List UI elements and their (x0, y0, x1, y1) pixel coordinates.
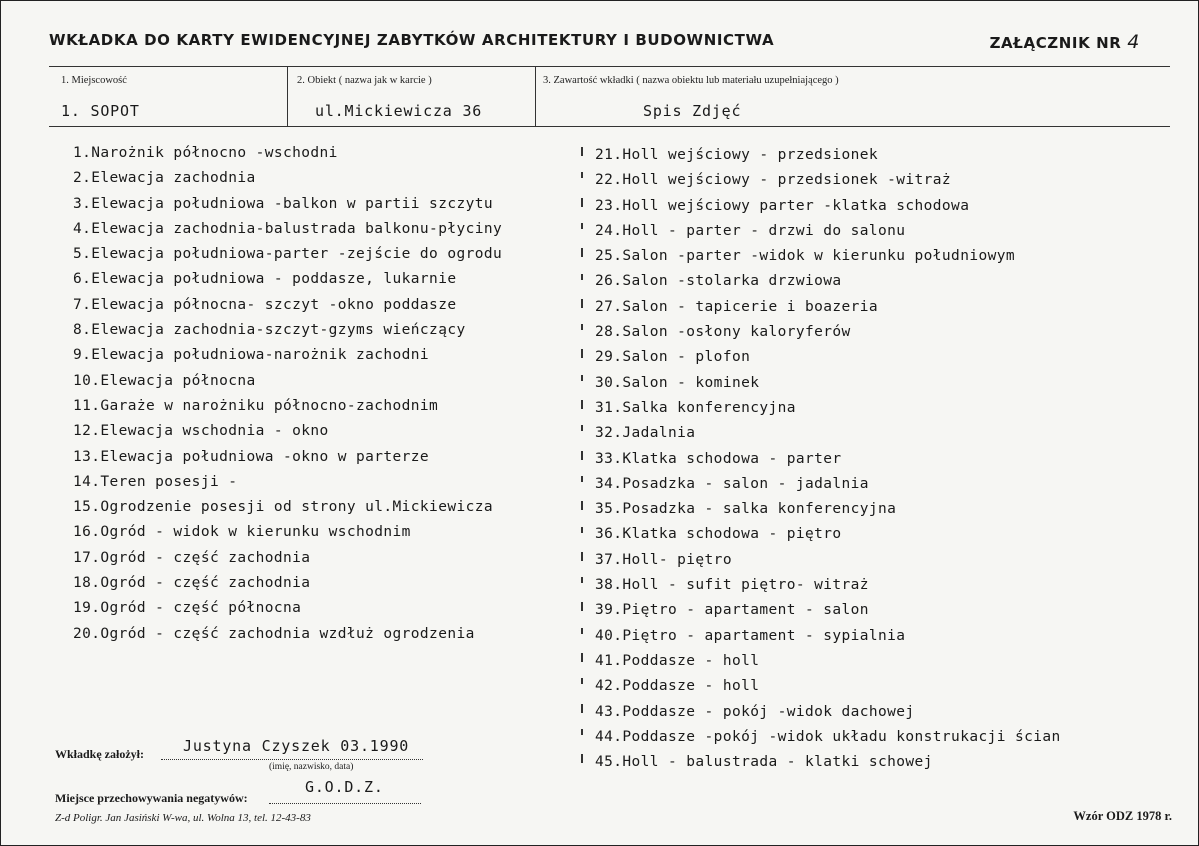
tick-mark (581, 577, 583, 583)
photo-list-right (595, 143, 1061, 775)
tick-mark (581, 375, 583, 381)
annex-number (990, 31, 1140, 53)
list-item: 26.Salon -stolarka drzwiowa (595, 273, 842, 290)
annex-label: ZAŁĄCZNIK NR (989, 34, 1122, 52)
tick-mark (581, 147, 583, 156)
list-item: 30.Salon - kominek (595, 374, 760, 391)
tick-mark (581, 223, 583, 229)
list-item: 12.Elewacja wschodnia - okno (73, 423, 329, 440)
field-row-bottom-rule (49, 126, 1170, 127)
annex-number-value: 4 (1127, 31, 1140, 53)
tick-mark (581, 476, 583, 482)
tick-mark (581, 172, 583, 178)
list-item: 44.Poddasze -pokój -widok układu konstrukacji ścian (595, 728, 1061, 745)
list-item: 1.Narożnik północno -wschodni (73, 145, 338, 161)
list-item: 29.Salon - plofon (595, 349, 751, 366)
list-item: 21.Holl wejściowy - przedsionek (595, 147, 879, 163)
list-item: 38.Holl - sufit piętro- witraż (595, 577, 869, 594)
list-item: 31.Salka konferencyjna (595, 399, 796, 416)
object-label: 2. Obiekt ( nazwa jak w karcie ) (297, 75, 432, 86)
list-item: 41.Poddasze - holl (595, 652, 760, 669)
tick-mark (581, 349, 583, 358)
list-item: 20.Ogród - część zachodnia wzdłuż ogrodzenia (73, 625, 475, 642)
form-id: Wzór ODZ 1978 r. (1073, 809, 1172, 823)
list-item: 9.Elewacja południowa-narożnik zachodni (73, 347, 430, 364)
content-value: Spis Zdjęć (643, 102, 742, 120)
created-by-dotted-line (161, 759, 423, 760)
tick-mark (581, 678, 583, 684)
list-item: 22.Holl wejściowy - przedsionek -witraż (595, 172, 952, 189)
tick-mark (581, 501, 583, 510)
storage-label: Miejsce przechowywania negatywów: (55, 791, 248, 805)
list-item: 5.Elewacja południowa-parter -zejście do ogrodu (73, 246, 503, 263)
created-by-label: Wkładkę założył: (55, 747, 144, 761)
list-item: 8.Elewacja zachodnia-szczyt-gzyms wieńczący (73, 322, 466, 339)
storage-dotted-line (269, 803, 421, 804)
tick-mark (581, 299, 583, 308)
list-item: 14.Teren posesji - (73, 473, 238, 490)
field-divider-1 (287, 66, 288, 127)
form-title: WKŁADKA DO KARTY EWIDENCYJNEJ ZABYTKÓW ARCHITEKTURY I BUDOWNICTWA (49, 31, 775, 49)
tick-mark (581, 653, 583, 662)
list-item: 28.Salon -osłony kaloryferów (595, 324, 851, 341)
storage-value: G.O.D.Z. (305, 778, 384, 796)
tick-mark (581, 602, 583, 611)
tick-mark (581, 198, 583, 207)
tick-mark (581, 704, 583, 713)
list-item: 17.Ogród - część zachodnia (73, 549, 311, 566)
list-item: 40.Piętro - apartament - sypialnia (595, 627, 906, 644)
list-item: 19.Ogród - część północna (73, 600, 302, 617)
tick-mark (581, 425, 583, 431)
tick-mark (581, 400, 583, 409)
object-value: ul.Mickiewicza 36 (315, 102, 483, 120)
list-item: 32.Jadalnia (595, 425, 696, 442)
tick-mark (581, 451, 583, 460)
list-item: 25.Salon -parter -widok w kierunku południowym (595, 248, 1015, 265)
list-item: 36.Klatka schodowa - piętro (595, 526, 842, 543)
list-item: 42.Poddasze - holl (595, 678, 760, 695)
field-row-top-rule (49, 66, 1170, 67)
printer-imprint: Z-d Poligr. Jan Jasiński W-wa, ul. Wolna 13, tel. 12-43-83 (55, 812, 311, 824)
list-item: 34.Posadzka - salon - jadalnia (595, 475, 869, 492)
tick-mark (581, 274, 583, 280)
tick-mark (581, 527, 583, 533)
list-item: 6.Elewacja południowa - poddasze, lukarnie (73, 271, 457, 288)
list-item: 45.Holl - balustrada - klatki schowej (595, 754, 933, 771)
list-item: 10.Elewacja północna (73, 372, 256, 389)
list-item: 24.Holl - parter - drzwi do salonu (595, 222, 906, 239)
tick-mark (581, 628, 583, 634)
list-item: 7.Elewacja północna- szczyt -okno poddasze (73, 296, 457, 313)
list-item: 27.Salon - tapicerie i boazeria (595, 298, 879, 315)
list-item: 16.Ogród - widok w kierunku wschodnim (73, 524, 411, 541)
field-divider-2 (535, 66, 536, 127)
list-item: 18.Ogród - część zachodnia (73, 575, 311, 592)
photo-list-left (73, 141, 502, 647)
created-by-value: Justyna Czyszek 03.1990 (183, 737, 410, 755)
created-by-hint: (imię, nazwisko, data) (269, 762, 354, 772)
tick-mark (581, 754, 583, 763)
list-item: 13.Elewacja południowa -okno w parterze (73, 448, 430, 465)
list-item: 23.Holl wejściowy parter -klatka schodowa (595, 197, 970, 214)
tick-mark (581, 729, 583, 735)
tick-mark (581, 552, 583, 561)
list-item: 15.Ogrodzenie posesji od strony ul.Mickiewicza (73, 499, 493, 516)
list-item: 4.Elewacja zachodnia-balustrada balkonu-płyciny (73, 220, 503, 237)
list-item: 35.Posadzka - salka konferencyjna (595, 501, 897, 518)
list-item: 3.Elewacja południowa -balkon w partii szczytu (73, 195, 493, 212)
locality-label: 1. Miejscowość (61, 75, 127, 86)
list-item: 2.Elewacja zachodnia (73, 170, 256, 187)
list-item: 43.Poddasze - pokój -widok dachowej (595, 703, 915, 720)
list-item: 39.Piętro - apartament - salon (595, 602, 869, 619)
list-item: 33.Klatka schodowa - parter (595, 450, 842, 467)
content-label: 3. Zawartość wkładki ( nazwa obiektu lub materiału uzupełniającego ) (543, 75, 839, 86)
list-item: 37.Holl- piętro (595, 551, 732, 568)
tick-mark (581, 324, 583, 330)
locality-value: 1. SOPOT (61, 102, 140, 120)
list-item: 11.Garaże w narożniku północno-zachodnim (73, 397, 439, 414)
tick-mark (581, 248, 583, 257)
